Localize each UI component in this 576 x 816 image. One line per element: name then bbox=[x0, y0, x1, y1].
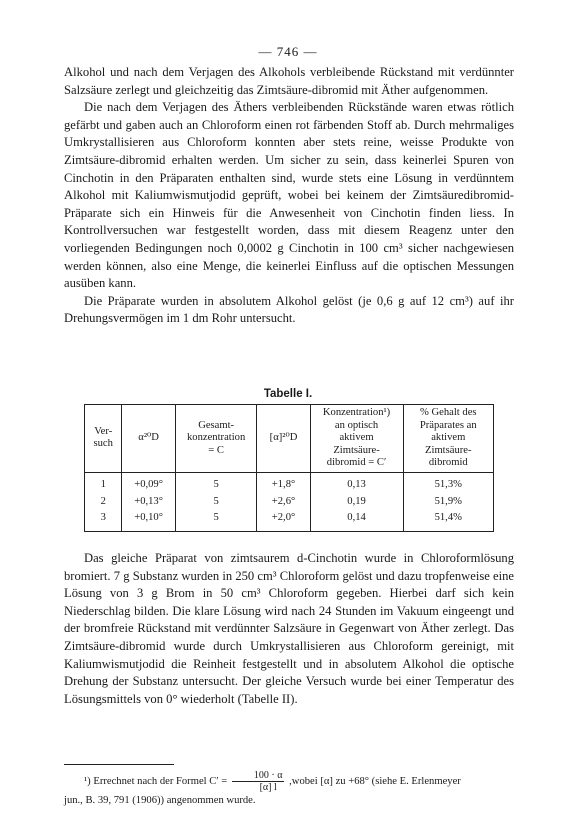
footnote-line: jun., B. 39, 791 (1906)) angenommen wurde. bbox=[64, 795, 256, 806]
table-cell: +0,09° bbox=[122, 472, 175, 493]
formula-fraction bbox=[232, 770, 285, 793]
table-cell: 0,14 bbox=[310, 510, 403, 531]
header-versuch: Ver- such bbox=[85, 405, 122, 473]
table-cell: 5 bbox=[175, 494, 257, 511]
header-alpha: α²⁰D bbox=[122, 405, 175, 473]
table-row bbox=[85, 510, 494, 531]
paragraph: Das gleiche Präparat von zimtsaurem d-Cinchotin wurde in Chloroformlösung bromiert. 7 g Substanz wurden in 250 cm³ Chloroform gelöst und dazu tropfenweise eine Lösung von 3 g Brom in 50 cm³ Chloroform gegeben. Hierbei darf sich kein Niederschlag bilden. Die klare Lösung wird nach 24 Stunden im Vakuum eingeengt und der bromfreie Rückstand mit verdünnter Salzsäure in Gegenwart von Äther zerlegt. Das Zimtsäure-dibromid wurde durch Umkrystallisieren aus Chloroform gereinigt, mit Kaliumwismutjodid die Reinheit festgestellt und in absolutem Alkohol die optische Drehung der Substanz untersucht. Der gleiche Versuch wurde bei einer Temperatur des Lösungsmittels von 0° wiederholt (Tabelle II). bbox=[64, 551, 514, 706]
table-cell: 51,9% bbox=[403, 494, 493, 511]
table-cell: +2,6° bbox=[257, 494, 310, 511]
data-table bbox=[84, 404, 494, 532]
paragraph: Die Präparate wurden in absolutem Alkohol gelöst (je 0,6 g auf 12 cm³) auf ihr Drehungsvermögen im 1 dm Rohr untersucht. bbox=[64, 293, 514, 326]
table-row bbox=[85, 494, 494, 511]
table-row bbox=[85, 472, 494, 493]
table-cell: 2 bbox=[85, 494, 122, 511]
table-cell: 5 bbox=[175, 472, 257, 493]
formula-numerator: 100 · α bbox=[232, 770, 285, 782]
table-title: Tabelle I. bbox=[263, 388, 313, 400]
formula-denominator: [α] l bbox=[259, 782, 277, 793]
table-cell: 51,4% bbox=[403, 510, 493, 531]
table-cell: +0,10° bbox=[122, 510, 175, 531]
page-number: — 746 — bbox=[258, 44, 318, 59]
table-cell: 51,3% bbox=[403, 472, 493, 493]
footnote-divider bbox=[64, 764, 174, 765]
table-cell: 0,13 bbox=[310, 472, 403, 493]
footnote bbox=[64, 770, 514, 808]
text-block-top bbox=[64, 64, 514, 328]
header-specific-rotation: [α]²⁰D bbox=[257, 405, 310, 473]
table-cell: 1 bbox=[85, 472, 122, 493]
header-konzentration-aktiv: Konzentration¹) an optisch aktivem Zimtsäure- dibromid = C′ bbox=[310, 405, 403, 473]
table-header-row bbox=[85, 405, 494, 473]
header-gesamtkonzentration: Gesamt- konzentration = C bbox=[175, 405, 257, 473]
table-cell: +1,8° bbox=[257, 472, 310, 493]
table-cell: 0,19 bbox=[310, 494, 403, 511]
header-gehalt: % Gehalt des Präparates an aktivem Zimtsäure- dibromid bbox=[403, 405, 493, 473]
text-block-bottom bbox=[64, 550, 514, 708]
paragraph: Die nach dem Verjagen des Äthers verbleibenden Rückstände waren etwas rötlich gefärbt und gaben auch an Chloroform einen rot färbenden Stoff ab. Durch mehrmaliges Umkrystallisieren aus Chloroform konnten aber stets reine, weisse Produkte von Zimtsäure-dibromid erhalten werden. Um sicher zu sein, dass keinerlei Spuren von Cinchotin in den Präparaten enthalten sind, wurde stets eine Lösung in verdünntem Alkohol mit Kaliumwismutjodid geprüft, wobei bei keinem der Zimtsäuredibromid-Präparate sich ein Hinweis für die Anwesenheit von Cinchotin finden liess. In Kontrollversuchen war festgestellt worden, dass mit diesem Reagenz unter den vorliegenden Bedingungen noch 0,0002 g Cinchotin in 100 cm³ sicher nachgewiesen werden können, also eine Menge, die keinerlei Einfluss auf die optischen Messungen ausüben kann. bbox=[64, 100, 514, 291]
table-cell: +2,0° bbox=[257, 510, 310, 531]
paragraph: Alkohol und nach dem Verjagen des Alkohols verbleibende Rückstand mit verdünnter Salzsäure zerlegt und gleichzeitig das Zimtsäure-dibromid mit Äther aufgenommen. bbox=[64, 65, 514, 97]
footnote-after-formula: ,wobei [α] zu +68° (siehe E. Erlenmeyer bbox=[289, 775, 461, 787]
footnote-lead: ¹) Errechnet nach der Formel C′ = bbox=[84, 775, 228, 787]
table-cell: +0,13° bbox=[122, 494, 175, 511]
table-cell: 5 bbox=[175, 510, 257, 531]
table-cell: 3 bbox=[85, 510, 122, 531]
footnote-line bbox=[64, 770, 514, 793]
